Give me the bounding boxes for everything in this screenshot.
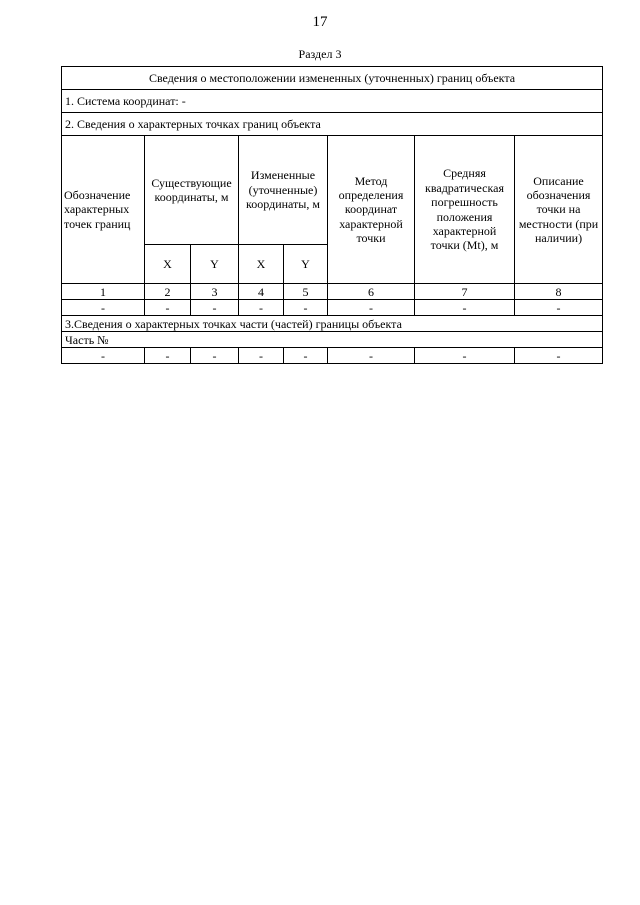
table-cell: - — [239, 300, 284, 316]
header-designation: Обозначение характерных точек границ — [62, 136, 145, 284]
column-number-row — [62, 284, 603, 300]
table-row — [62, 348, 603, 364]
part-label: Часть № — [62, 332, 603, 348]
table-title: Сведения о местоположении измененных (уточненных) границ объекта — [62, 67, 603, 90]
column-number: 7 — [415, 284, 515, 300]
column-number: 5 — [284, 284, 328, 300]
column-number: 1 — [62, 284, 145, 300]
header-changed-coords: Измененные (уточненные) координаты, м — [239, 136, 328, 245]
table-cell: - — [328, 348, 415, 364]
header-existing-x: X — [145, 245, 191, 284]
table-cell: - — [62, 300, 145, 316]
header-description: Описание обозначения точки на местности (при наличии) — [515, 136, 603, 284]
column-number: 4 — [239, 284, 284, 300]
table-cell: - — [284, 300, 328, 316]
section-label: Раздел 3 — [298, 47, 342, 61]
header-changed-x: X — [239, 245, 284, 284]
table-cell: - — [62, 348, 145, 364]
parts-heading: 3.Сведения о характерных точках части (частей) границы объекта — [62, 316, 603, 332]
table-cell: - — [515, 300, 603, 316]
header-changed-y: Y — [284, 245, 328, 284]
page-number: 17 — [312, 14, 328, 30]
header-existing-y: Y — [191, 245, 239, 284]
header-existing-coords: Существующие координаты, м — [145, 136, 239, 245]
table-cell: - — [191, 300, 239, 316]
table-cell: - — [145, 300, 191, 316]
table-cell: - — [239, 348, 284, 364]
column-number: 6 — [328, 284, 415, 300]
points-heading: 2. Сведения о характерных точках границ объекта — [62, 113, 603, 136]
table-row — [62, 300, 603, 316]
table-cell: - — [415, 300, 515, 316]
header-error: Средняя квадратическая погрешность положения характерной точки (Mt), м — [415, 136, 515, 284]
table-cell: - — [328, 300, 415, 316]
header-method: Метод определения координат характерной точки — [328, 136, 415, 284]
coord-system-row: 1. Система координат: - — [62, 90, 603, 113]
table-cell: - — [415, 348, 515, 364]
column-number: 3 — [191, 284, 239, 300]
column-number: 8 — [515, 284, 603, 300]
table-cell: - — [284, 348, 328, 364]
column-number: 2 — [145, 284, 191, 300]
boundary-table — [61, 66, 603, 364]
table-cell: - — [145, 348, 191, 364]
table-cell: - — [515, 348, 603, 364]
table-cell: - — [191, 348, 239, 364]
